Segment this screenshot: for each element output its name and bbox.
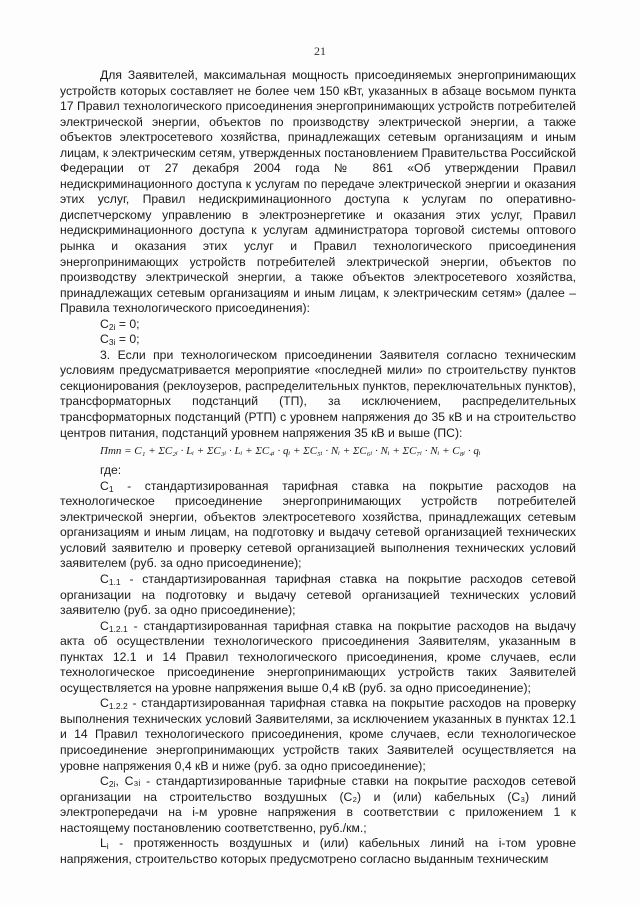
def-symbol: С <box>100 696 109 711</box>
definition-c1-2-2 <box>60 696 576 774</box>
def-subscript: 1.2.2 <box>108 701 128 712</box>
def-symbol: С <box>100 618 109 633</box>
def-subscript: 1.1 <box>108 576 121 587</box>
definition-c1 <box>60 479 576 572</box>
eq-subscript: 3i <box>108 337 116 348</box>
definition-c1-2-1 <box>60 619 576 697</box>
def-subscript: 1 <box>108 483 114 494</box>
paragraph-item-3: 3. Если при технологическом присоединении Заявителя согласно техническим условиям предусматривается мероприятие «последней мили» по строительству пунктов секционирования (реклоузеров, распределительных пунктов, переключательных пунктов), трансформаторных подстанций (ТП), за исключением, распределительных трансформаторных подстанций (РТП) с уровнем напряжения до 35 кВ и на строительство центров питания, подстанций уровнем напряжения 35 кВ и выше (ПС): <box>60 347 576 440</box>
document-body <box>60 68 576 867</box>
def-text: , С₃ᵢ - стандартизированные тарифные ставки на покрытие расходов сетевой организации на строительство воздушных (С₂) и (или) кабельных (С₃) линий электропередачи на i-м уровне напряжения в соответствии с приложением 1 к настоящему постановлению соответственно, руб./км.; <box>60 774 576 835</box>
equation-c3i <box>60 332 576 348</box>
def-subscript: 2i <box>108 779 116 790</box>
def-text: - стандартизированная тарифная ставка на покрытие расходов сетевой организации на подготовку и выдачу сетевой организацией технических условий заявителю (руб. за одно присоединение); <box>60 571 576 618</box>
page-number: 21 <box>314 44 326 58</box>
definition-c2i-c3i <box>60 774 576 836</box>
def-symbol: L <box>100 836 107 851</box>
tariff-formula: Птп = С₁ + ΣС₂ᵢ · Lᵢ + ΣС₃ᵢ · Lᵢ + ΣС₄ᵢ · qᵢ + ΣС₅ᵢ · Nᵢ + ΣС₆ᵢ · Nᵢ + ΣС₇ᵢ · Nᵢ + С₈ᵢ · qᵢ <box>100 445 481 458</box>
definition-li <box>60 836 576 867</box>
equation-c2i <box>60 317 576 333</box>
def-symbol: С <box>100 571 109 586</box>
def-text: - стандартизированная тарифная ставка на покрытие расходов на проверку выполнения технических условий Заявителями, за исключением указанных в пунктах 12.1 и 14 Правил технологического присоединения, кроме случаев, если технологическое присоединение энергопринимающих устройств таких Заявителей осуществляется на уровне напряжения 0,4 кВ и ниже (руб. за одно присоединение); <box>60 696 576 773</box>
eq-value: = 0; <box>115 316 140 331</box>
paragraph-applicants: Для Заявителей, максимальная мощность присоединяемых энергопринимающих устройств которых составляет не более чем 150 кВт, указанных в абзаце восьмом пункта 17 Правил технологического присоединения энергопринимающих устройств потребителей электрической энергии, объектов по производству электрической энергии, а также объектов электросетевого хозяйства, принадлежащих сетевым организациям и иным лицам, к электрическим сетям, утвержденных постановлением Правительства Российской Федерации от 27 декабря 2004 года № 861 «Об утверждении Правил недискриминационного доступа к услугам по передаче электрической энергии и оказания этих услуг, Правил недискриминационного доступа к услугам по оперативно-диспетчерскому управлению в электроэнергетике и оказания этих услуг, Правил недискриминационного доступа к услугам администратора торговой системы оптового рынка и оказания этих услуг и Правил технологического присоединения энергопринимающих устройств потребителей электрической энергии, объектов по производству электрической энергии, а также объектов электросетевого хозяйства, принадлежащих сетевым организациям и иным лицам, к электрическим сетям» (далее – Правила технологического присоединения): <box>60 68 577 316</box>
def-symbol: С <box>100 478 109 493</box>
def-subscript: i <box>106 841 109 852</box>
where-label: где: <box>100 463 122 478</box>
definition-c1-1 <box>60 572 576 619</box>
def-subscript: 1.2.1 <box>108 623 128 634</box>
eq-subscript: 2i <box>108 321 116 332</box>
def-text: - протяженность воздушных и (или) кабельных линий на i-том уровне напряжения, строительство которых предусмотрено согласно выданным техническим <box>60 836 576 866</box>
def-text: - стандартизированная тарифная ставка на покрытие расходов на выдачу акта об осуществлении технологического присоединения Заявителям, указанным в пунктах 12.1 и 14 Правил технологического присоединения, кроме случаев, если технологическое присоединение энергопринимающих устройств таких Заявителей осуществляется на уровне напряжения выше 0,4 кВ (руб. за одно присоединение); <box>60 618 576 695</box>
eq-symbol: С <box>100 332 109 347</box>
eq-value: = 0; <box>115 332 140 347</box>
def-text: - стандартизированная тарифная ставка на покрытие расходов на технологическое присоединение энергопринимающих устройств потребителей электрической энергии, объектов электросетевого хозяйства, принадлежащих сетевым организациям и иным лицам, на подготовку и выдачу сетевой организацией технических условий заявителю и проверку сетевой организацией выполнения технических условий заявителем (руб. за одно присоединение); <box>60 478 576 571</box>
def-symbol: С <box>100 774 109 789</box>
eq-symbol: С <box>100 316 109 331</box>
